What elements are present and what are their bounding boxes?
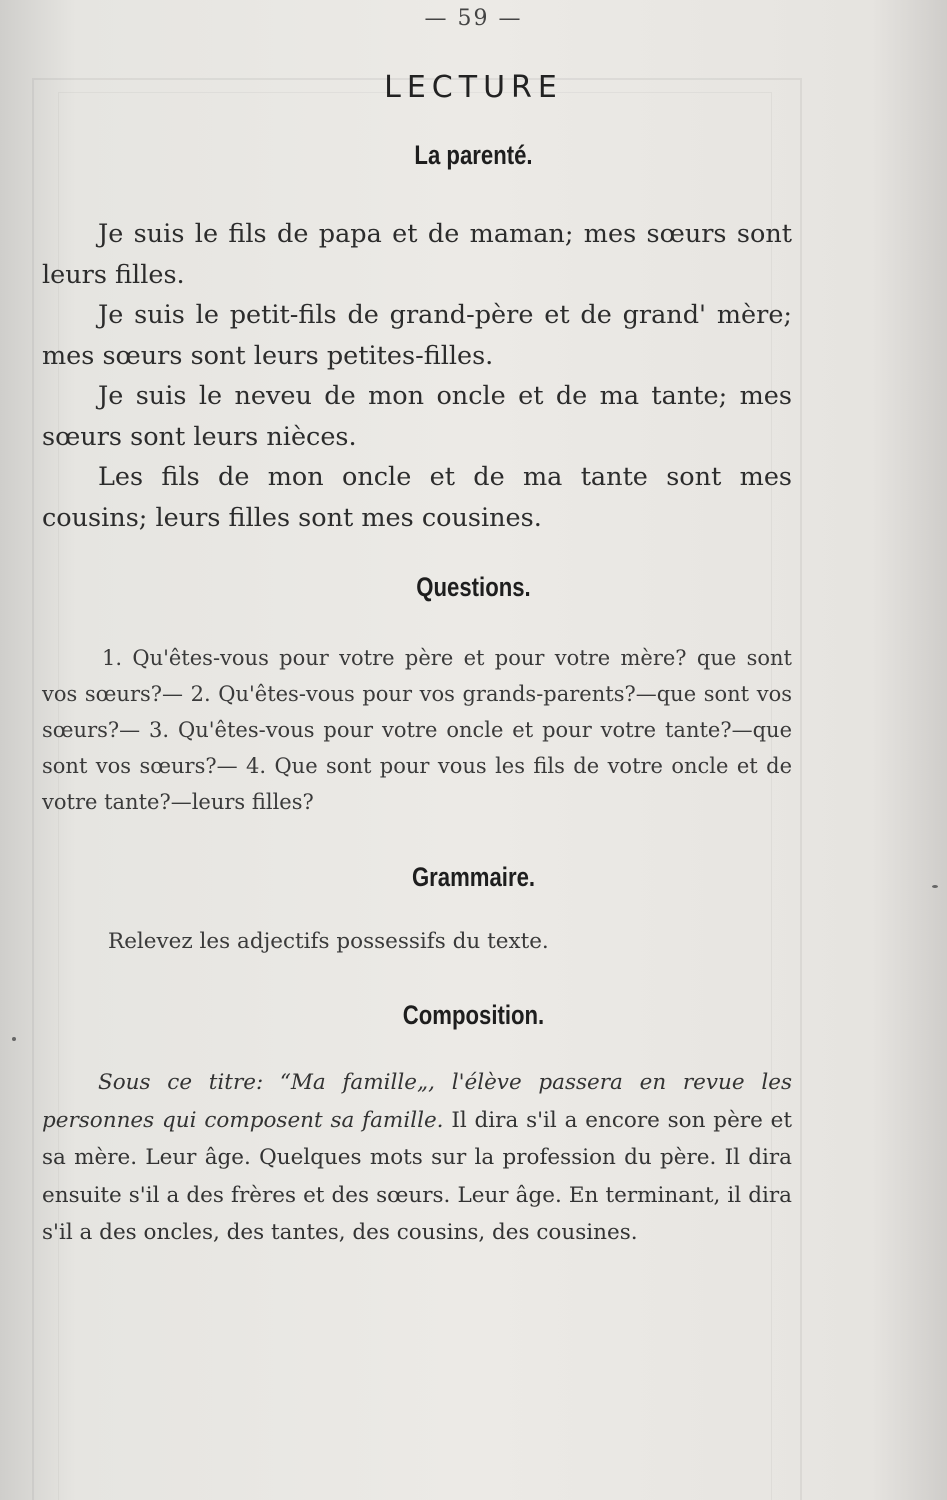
questions-paragraph: 1. Qu'êtes-vous pour votre père et pour votre mère? que sont vos sœurs?— 2. Qu'êtes-vous pour vos grands-parents?—que sont vos sœurs?— 3. Qu'êtes-vous pour votre oncle et pour votre tante?—que sont vos sœurs?— 4. Que sont pour vous les fils de votre oncle et de votre tante?—leurs filles?: [42, 646, 792, 814]
reading-paragraph: Les fils de mon oncle et de ma tante sont mes cousins; leurs filles sont mes cousines.: [42, 462, 792, 533]
page-number: — 59 —: [424, 6, 523, 31]
reading-paragraph: Je suis le petit-fils de grand-père et de grand' mère; mes sœurs sont leurs petites-filles.: [42, 300, 792, 371]
grammaire-text: Relevez les adjectifs possessifs du texte.: [108, 929, 549, 954]
composition-body: Il dira s'il a encore son père et sa mère. Leur âge. Quelques mots sur la profession du père. Il dira ensuite s'il a des frères et des sœurs. Leur âge. En terminant, il dira s'il a des oncles, des tantes, des cousins, des cousines.: [42, 1107, 792, 1245]
composition-italic-intro: Sous ce titre: “Ma famille„, l'élève passera en revue les personnes qui composent sa famille.: [42, 1070, 792, 1133]
reading-paragraph: Je suis le fils de papa et de maman; mes sœurs sont leurs filles.: [42, 219, 792, 290]
paper-speck: [12, 1037, 16, 1041]
reading-paragraph: Je suis le neveu de mon oncle et de ma tante; mes sœurs sont leurs nièces.: [42, 381, 792, 452]
questions-heading: Questions.: [416, 572, 531, 602]
questions-text: [42, 640, 792, 820]
reading-text: [42, 214, 792, 538]
reading-subtitle: La parenté.: [414, 140, 533, 170]
composition-heading: Composition.: [402, 1000, 545, 1030]
page-title: LECTURE: [384, 70, 563, 105]
grammaire-heading: Grammaire.: [411, 862, 536, 892]
paper-speck: [932, 885, 938, 888]
composition-text: [42, 1064, 792, 1252]
